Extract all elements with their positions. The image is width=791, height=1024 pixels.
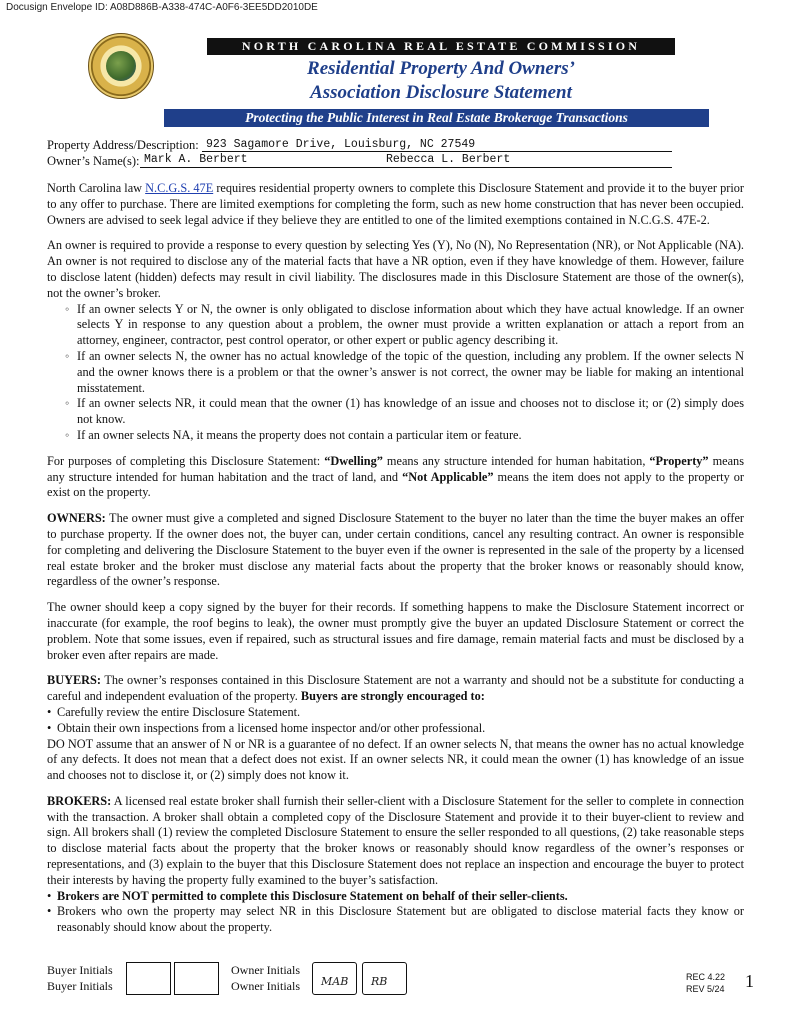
buyers-item-review: • Carefully review the entire Disclosure Statement. [47, 705, 744, 721]
buyer-initials-label-1: Buyer Initials [47, 963, 113, 977]
bullet-yn: ◦ If an owner selects Y or N, the owner is only obligated to disclose information about which they have actual knowledge. If an owner selects Y in response to any question about a problem, the owner must provide a written explanation or attach a report from an attorney, engineer, contractor, pest control operator, or other expert or public agency describing it. [77, 302, 744, 349]
brokers-paragraph: BROKERS: A licensed real estate broker shall furnish their seller-client with a Disclosure Statement for the seller to complete in connection with the transaction. A broker shall obtain a completed copy of the Disclosure Statement and provide it to their buyer-client to review and sign. All brokers shall (1) review the completed Disclosure Statement to ensure the seller responded to all questions, (2) take reasonable steps to disclose material facts about the property that the broker knows or reasonably should know regardless of the owner’s responses or representations, and (3) explain to the buyer that this Disclosure Statement does not replace an inspection and encourage the buyer to protect their interests by having the property fully examined to the buyer’s satisfaction. [47, 793, 744, 887]
form-rev-code: REV 5/24 [686, 984, 725, 994]
buyers-warning: DO NOT assume that an answer of N or NR is a guarantee of no defect. If an owner selects N, that means the owner has no actual knowledge of any defects. It does not mean that a defect does not exist. If an owner selects NR, it could mean the owner (1) has knowledge of an issue and chooses not to disclose it, or (2) simply does not know it. [47, 736, 744, 783]
ncgs-link[interactable]: N.C.G.S. 47E [145, 181, 214, 195]
nc-seal-logo [88, 33, 154, 99]
buyers-heading: BUYERS: [47, 673, 101, 688]
title-line2: Association Disclosure Statement [310, 82, 572, 103]
owners-heading: OWNERS: [47, 511, 106, 526]
response-paragraph: An owner is required to provide a response to every question by selecting Yes (Y), No (N), No Representation (NR), or Not Applicable (NA). An owner is not required to disclose any of the material facts that have a NR option, even if they have knowledge of them. However, failure to disclose latent (hidden) defects may result in civil liability. The disclosures made in this Disclosure Statement are those of the owner(s), not the owner’s broker. [47, 238, 744, 300]
tagline-banner: Protecting the Public Interest in Real Estate Brokerage Transactions [164, 109, 709, 127]
body-text [47, 181, 744, 936]
bullet-na: ◦ If an owner selects NA, it means the property does not contain a particular item or feature. [77, 428, 744, 444]
owner-initials-label-2: Owner Initials [231, 979, 300, 993]
owners-underline [140, 167, 672, 168]
buyers-paragraph: BUYERS: The owner’s responses contained in this Disclosure Statement are not a warranty and should not be a substitute for conducting a careful and independent evaluation of the property. Buyers are strongly encouraged to: [47, 673, 744, 704]
bullet-nr: ◦ If an owner selects NR, it could mean that the owner (1) has knowledge of an issue and chooses not to disclose it; or (2) simply does not know. [77, 396, 744, 428]
brokers-item-own: • Brokers who own the property may select NR in this Disclosure Statement but are obligated to disclose material facts they know or reasonably should know about the property. [47, 904, 744, 936]
owner1-initials-signature: MAB [321, 975, 349, 988]
owners-paragraph: OWNERS: The owner must give a completed and signed Disclosure Statement to the buyer no later than the time the buyer makes an offer to purchase property. If the owner does not, the buyer can, under certain conditions, cancel any resulting contract. An owner is responsible for completing and delivering the Disclosure Statement to the buyer even if the owner is represented in the sale of the property by a licensed real estate broker and the broker must disclose any material facts about the property that the broker knows or reasonably should know, regardless of the owner’s response. [47, 511, 744, 589]
buyers-item-inspect: • Obtain their own inspections from a licensed home inspector and/or other professional. [47, 721, 744, 737]
envelope-id: Docusign Envelope ID: A08D886B-A338-474C-A0F6-3EE5DD2010DE [6, 2, 318, 13]
address-underline [202, 151, 672, 152]
form-rec-code: REC 4.22 [686, 972, 726, 982]
buyer-initials-box-1[interactable] [126, 962, 171, 995]
brokers-item-bold: • Brokers are NOT permitted to complete this Disclosure Statement on behalf of their seller-clients. [47, 889, 744, 905]
intro-paragraph: North Carolina law N.C.G.S. 47E requires residential property owners to complete this Disclosure Statement and provide it to the buyer prior to any offer to purchase. There are limited exemptions for completing the form, such as new home construction that has never been occupied. Owners are advised to seek legal advice if they believe they are entitled to one of the limited exemptions contained in N.C.G.S. 47E-2. [47, 181, 744, 227]
bullet-n: ◦ If an owner selects N, the owner has no actual knowledge of the topic of the question, including any problem. If the owner selects N and the owner knows there is a problem or that the owner’s answer is not correct, the owner may be liable for making an intentional misstatement. [77, 349, 744, 396]
owners-label: Owner’s Name(s): [47, 154, 140, 168]
definitions-paragraph: For purposes of completing this Disclosure Statement: “Dwelling” means any structure intended for human habitation, “Property” means any structure intended for human habitation and the tract of land, and “Not Applicable” means the item does not apply to the property or exist on the property. [47, 453, 744, 500]
commission-header: NORTH CAROLINA REAL ESTATE COMMISSION [207, 38, 675, 55]
owner1-name[interactable]: Mark A. Berbert [144, 153, 248, 166]
address-label: Property Address/Description: [47, 138, 199, 152]
owner-initials-label-1: Owner Initials [231, 963, 300, 977]
brokers-heading: BROKERS: [47, 793, 112, 808]
title-line1: Residential Property And Owners’ [307, 58, 575, 79]
page-number: 1 [745, 971, 754, 991]
buyer-initials-box-2[interactable] [174, 962, 219, 995]
owner2-initials-signature: RB [371, 975, 388, 988]
owner2-name[interactable]: Rebecca L. Berbert [386, 153, 511, 166]
response-bullets [47, 302, 744, 444]
owner-initials-box-2[interactable] [362, 962, 407, 995]
buyer-initials-label-2: Buyer Initials [47, 979, 113, 993]
owner-initials-box-1[interactable] [312, 962, 357, 995]
owners-copy-paragraph: The owner should keep a copy signed by the buyer for their records. If something happens to make the Disclosure Statement incorrect or inaccurate (for example, the roof begins to leak), the owner must promptly give the buyer an updated Disclosure Statement or correct the problem. Note that some issues, even if repaired, such as structural issues and fire damage, remain material facts and must be disclosed by a broker even after repairs are made. [47, 600, 744, 662]
address-value[interactable]: 923 Sagamore Drive, Louisburg, NC 27549 [206, 138, 476, 151]
